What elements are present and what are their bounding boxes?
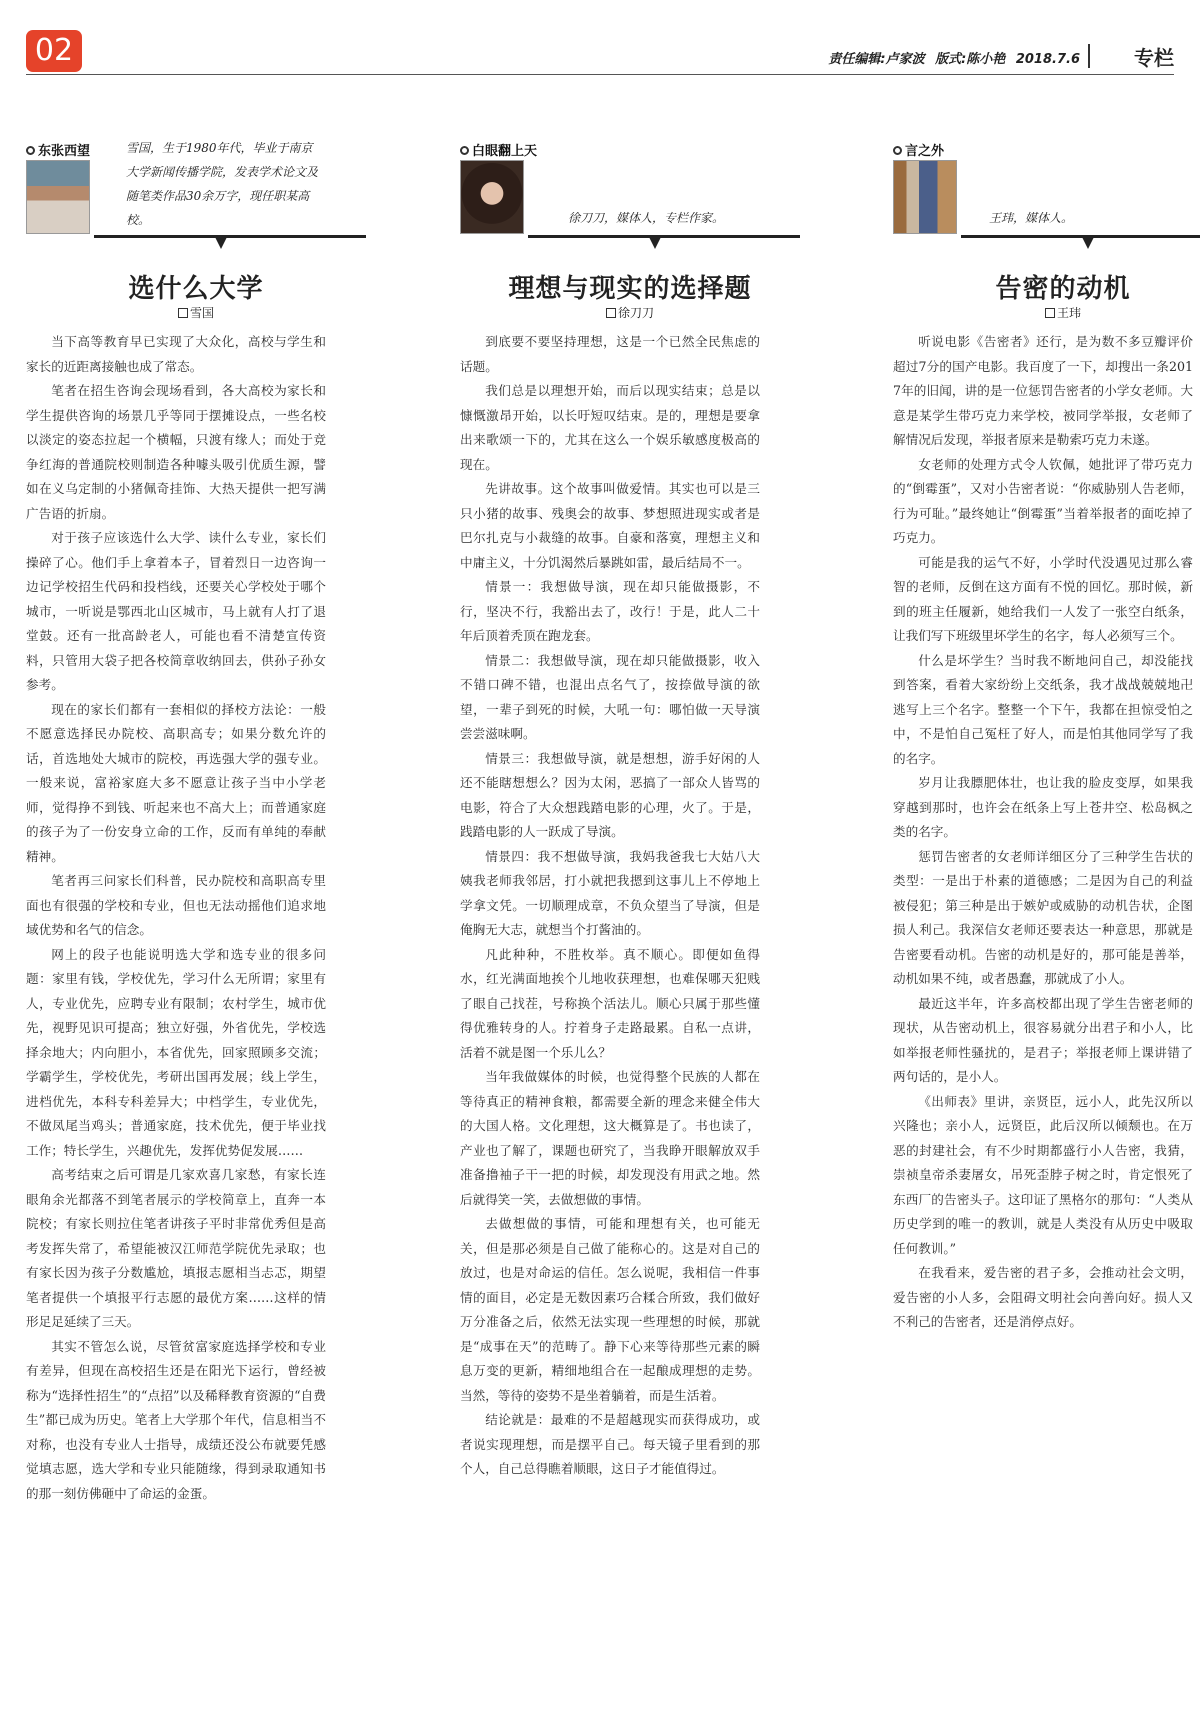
article-body [26,330,326,1506]
paragraph: 笔者在招生咨询会现场看到，各大高校为家长和学生提供咨询的场景几乎等同于摆摊设点，一些名校以淡定的姿态拉起一个横幅，只渡有缘人；而处于竞争红海的普通院校则制造各种噱头吸引优质生源，譬如在义乌定制的小猪佩奇挂饰、大热天提供一把写满广告语的折扇。 [26,383,326,521]
header-rule [26,74,1174,75]
article-byline [26,304,366,321]
paragraph: 高考结束之后可谓是几家欢喜几家愁，有家长连眼角余光都落不到笔者展示的学校简章上，直奔一本院校；有家长则拉住笔者讲孩子平时非常优秀但是高考发挥失常了，希望能被汉江师范学院优先录取；也有家长因为孩子分数尴尬，填报志愿相当忐忑，期望笔者提供一个填报平行志愿的最优方案……这样的情形足足延续了三天。 [26,1167,326,1329]
paragraph: 情景三：我想做导演，就是想想，游手好闲的人还不能瞎想想么？因为太闲，恶搞了一部众人皆骂的电影，符合了大众想践踏电影的心理，火了。于是，践踏电影的人一跃成了导演。 [460,750,760,839]
article-title: 选什么大学 [128,274,264,304]
paragraph: 当年我做媒体的时候，也觉得整个民族的人都在等待真正的精神食粮，都需要全新的理念来健全伟大的大国人格。文化理想，这大概算是了。书也读了，产业也了解了，课题也研究了，当我睁开眼解放双手准备撸袖子干一把的时候，却发现没有用武之地。然后就得笑一笑，去做想做的事情。 [460,1069,760,1207]
pen-name-text: 白眼翻上天 [472,144,538,159]
column-pen-name [893,140,944,159]
paragraph: 《出师表》里讲，亲贤臣，远小人，此先汉所以兴隆也；亲小人，远贤臣，此后汉所以倾颓也。在万恶的封建社会，有不少时期都盛行小人告密，我猜，崇祯皇帝杀妻屠女，吊死歪脖子树之时，肯定恨死了东西厂的告密头子。这印证了黑格尔的那句：“人类从历史学到的唯一的教训，就是人类没有从历史中吸取任何教训。” [893,1093,1193,1256]
paragraph: 凡此种种，不胜枚举。真不顺心。即便如鱼得水，红光满面地挨个儿地收获理想，也难保哪天犯贱了眼自己找茬，号称换个活法儿。顺心只属于那些懂得优雅转身的人。拧着身子走路最累。自私一点讲，活着不就是图一个乐儿么？ [460,946,760,1060]
article-byline [460,304,800,321]
author-profile [460,140,800,265]
byline-author: 徐刀刀 [617,306,654,320]
target-icon [893,146,902,155]
speech-bubble-line [961,235,1083,238]
author-bio: 王玮，媒体人。 [989,211,1074,225]
byline-box-icon [1045,308,1055,318]
speech-bubble-line [226,235,366,238]
author-photo [893,160,957,234]
article-title: 告密的动机 [995,274,1131,304]
editor-credits [822,48,1080,67]
pen-name-text: 东张西望 [38,144,91,159]
speech-bubble-line [94,235,216,238]
paragraph: 现在的家长们都有一套相似的择校方法论：一般不愿意选择民办院校、高职高专；如果分数允许的话，首选地处大城市的院校，再选强大学的强专业。一般来说，富裕家庭大多不愿意让孩子当中小学老师，觉得挣不到钱、听起来也不高大上；而普通家庭的孩子为了一份安身立命的工作，反而有单纯的奉献精神。 [26,701,326,864]
paragraph: 去做想做的事情，可能和理想有关，也可能无关，但是那必须是自己做了能称心的。这是对自己的放过，也是对命运的信任。怎么说呢，我相信一件事情的面目，必定是无数因素巧合糅合所致，我们做好万分准备之后，依然无法实现一些理想的时候，那就是“成事在天”的范畴了。静下心来等待那些元素的瞬息万变的更新，精细地组合在一起酿成理想的走势。当然，等待的姿势不是坐着躺着，而是生活着。 [460,1216,760,1403]
column-1 [26,140,366,1501]
section-title: 专栏 [1134,46,1174,70]
layout-label: 版式:陈小艳 [935,52,1006,67]
byline-author: 雪国 [189,306,214,320]
column-2 [460,140,800,1476]
author-photo [26,160,90,234]
target-icon [26,146,35,155]
paragraph: 到底要不要坚持理想，这是一个已然全民焦虑的话题。 [460,334,760,374]
byline-box-icon [178,308,188,318]
column-pen-name [26,140,90,159]
paragraph: 惩罚告密者的女老师详细区分了三种学生告状的类型：一是出于朴素的道德感；二是因为自己的利益被侵犯；第三种是出于嫉妒或威胁的动机告状，企图损人利己。我深信女老师还要表达一种意思，那就是告密要看动机。告密的动机是好的，那可能是善举，动机如果不纯，或者愚蠢，那就成了小人。 [893,848,1193,986]
speech-bubble-line [1093,235,1200,238]
byline-author: 王玮 [1056,306,1081,320]
paragraph: 可能是我的运气不好，小学时代没遇见过那么睿智的老师，反倒在这方面有不悦的回忆。那时候，新到的班主任履新，她给我们一人发了一张空白纸条，让我们写下班级里坏学生的名字，每人必须写三个。 [893,554,1193,643]
paragraph: 情景四：我不想做导演，我妈我爸我七大姑八大姨我老师我邻居，打小就把我摁到这事儿上不停地上学拿文凭。一切顺理成章，不负众望当了导演，但是俺胸无大志，就想当个打酱油的。 [460,848,760,937]
article-body [893,330,1193,1335]
paragraph: 在我看来，爱告密的君子多，会推动社会文明，爱告密的小人多，会阻碍文明社会向善向好。损人又不利己的告密者，还是消停点好。 [893,1265,1193,1329]
paragraph: 情景二：我想做导演，现在却只能做摄影，收入不错口碑不错，也混出点名气了，按捺做导演的欲望，一辈子到死的时候，大吼一句：哪怕做一天导演尝尝滋味啊。 [460,652,760,741]
pen-name-text: 言之外 [905,144,945,159]
paragraph: 当下高等教育早已实现了大众化，高校与学生和家长的近距离接触也成了常态。 [26,334,326,374]
editor-label: 责任编辑:卢家波 [828,52,925,67]
author-profile [26,140,366,265]
paragraph: 对于孩子应该选什么大学、读什么专业，家长们操碎了心。他们手上拿着本子，冒着烈日一边咨询一边记学校招生代码和投档线，还要关心学校处于哪个城市，一听说是鄂西北山区城市，马上就有人打了退堂鼓。还有一批高龄老人，可能也看不清楚宣传资料，只管用大袋子把各校简章收纳回去，供孙子孙女参考。 [26,530,326,692]
paragraph: 笔者再三问家长们科普，民办院校和高职高专里面也有很强的学校和专业，但也无法动摇他们追求地域优势和名气的信念。 [26,873,326,937]
paragraph: 先讲故事。这个故事叫做爱情。其实也可以是三只小猪的故事、残奥会的故事、梦想照进现实或者是巴尔扎克与小裁缝的故事。自豪和落寞，理想主义和中庸主义，十分饥渴然后暴跳如雷，最后结局不一。 [460,481,760,570]
page-header [0,0,1200,80]
target-icon [460,146,469,155]
paragraph: 我们总是以理想开始，而后以现实结束；总是以慷慨激昂开始，以长吁短叹结束。是的，理想是要拿出来歌颂一下的，尤其在这么一个娱乐敏感度极高的现在。 [460,383,760,472]
header-separator [1088,44,1090,68]
paragraph: 最近这半年，许多高校都出现了学生告密老师的现状，从告密动机上，很容易就分出君子和小人，比如举报老师性骚扰的，是君子；举报老师上课讲错了两句话的，是小人。 [893,995,1193,1084]
column-3 [893,140,1200,1329]
paragraph: 情景一：我想做导演，现在却只能做摄影，不行，坚决不行，我豁出去了，改行！于是，此人二十年后顶着秃顶在跑龙套。 [460,579,760,643]
article-body [460,330,760,1482]
author-bio: 雪国，生于1980年代，毕业于南京大学新闻传播学院，发表学术论文及随笔类作品30余万字，现任职某高校。 [126,141,319,227]
article-byline [893,304,1200,321]
byline-box-icon [606,308,616,318]
page-number: 02 [26,30,82,72]
paragraph: 其实不管怎么说，尽管贫富家庭选择学校和专业有差异，但现在高校招生还是在阳光下运行，曾经被称为“选择性招生”的“点招”以及稀释教育资源的“自费生”都已成为历史。笔者上大学那个年代，信息相当不对称，也没有专业人士指导，成绩还没公布就要凭感觉填志愿，选大学和专业只能随缘，得到录取通知书的那一刻仿佛砸中了命运的金蛋。 [26,1338,326,1501]
paragraph: 什么是坏学生？当时我不断地问自己，却没能找到答案，看着大家纷纷上交纸条，我才战战兢兢地卍逃写上三个名字。整整一个下午，我都在担惊受怕之中，不是怕自己冤枉了好人，而是怕其他同学写了我的名字。 [893,652,1193,766]
paragraph: 女老师的处理方式令人钦佩，她批评了带巧克力的“倒霉蛋”，又对小告密者说：“你威胁别人告老师，行为可耻。”最终她让“倒霉蛋”当着举报者的面吃掉了巧克力。 [893,456,1193,545]
speech-bubble-line [528,235,650,238]
paragraph: 岁月让我膘肥体壮，也让我的脸皮变厚，如果我穿越到那时，也许会在纸条上写上苍井空、松岛枫之类的名字。 [893,775,1193,839]
author-photo [460,160,524,234]
author-bio: 徐刀刀，媒体人，专栏作家。 [568,211,725,225]
paragraph: 结论就是：最难的不是超越现实而获得成功，或者说实现理想，而是摆平自己。每天镜子里看到的那个人，自己总得瞧着顺眼，这日子才能值得过。 [460,1412,760,1476]
issue-date: 2018.7.6 [1015,52,1080,67]
paragraph: 网上的段子也能说明选大学和选专业的很多问题：家里有钱，学校优先，学习什么无所谓；家里有人，专业优先，应聘专业有限制；农村学生，城市优先，视野见识可提高；独立好强，外省优先，学校选择余地大；内向胆小，本省优先，回家照顾多交流；学霸学生，学校优先，考研出国再发展；线上学生，进档优先，本科专科差异大；中档学生，专业优先，不做凤尾当鸡头；普通家庭，技术优先，便于毕业找工作；特长学生，兴趣优先，发挥优势促发展…… [26,946,326,1158]
author-profile [893,140,1200,265]
column-pen-name [460,140,537,159]
paragraph: 听说电影《告密者》还行，是为数不多豆瓣评价超过7分的国产电影。我百度了一下，却搜出一条2017年的旧闻，讲的是一位惩罚告密者的小学女老师。大意是某学生带巧克力来学校，被同学举报，女老师了解情况后发现，举报者原来是勒索巧克力未遂。 [893,334,1193,447]
article-title: 理想与现实的选择题 [508,274,752,304]
speech-bubble-line [660,235,800,238]
